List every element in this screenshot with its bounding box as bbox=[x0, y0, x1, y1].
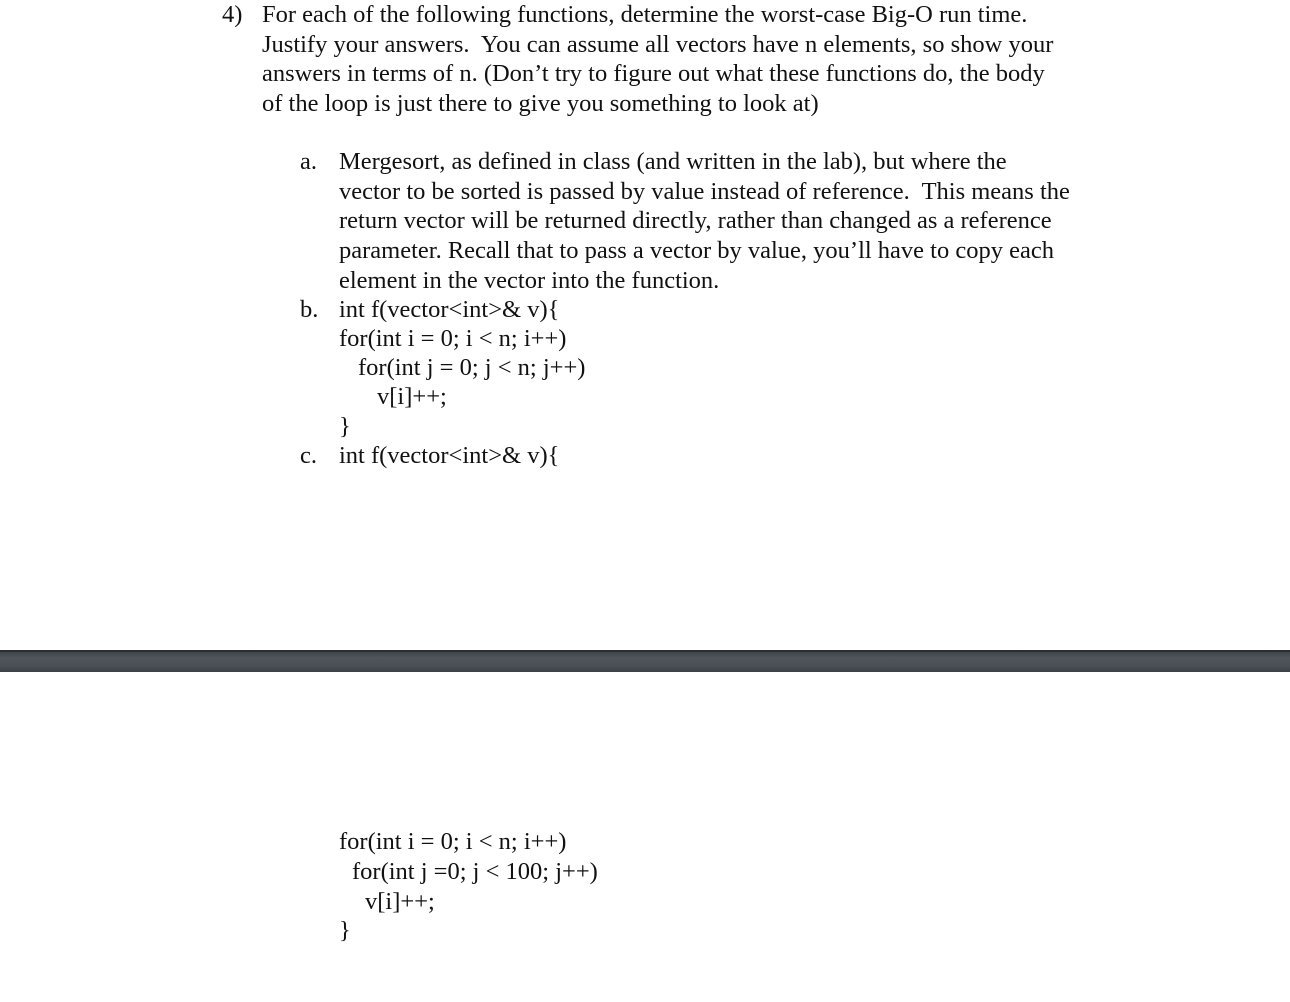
part-c-code-line-3: for(int j =0; j < 100; j++) bbox=[352, 858, 598, 885]
part-a-text-line-5: element in the vector into the function. bbox=[339, 267, 720, 294]
page-divider bbox=[0, 650, 1290, 672]
part-b-code-line-1: int f(vector<int>& v){ bbox=[339, 296, 560, 323]
part-b-label: b. bbox=[300, 296, 319, 323]
question-text-line-1: For each of the following functions, determine the worst-case Big-O run time. bbox=[262, 1, 1028, 28]
part-a-text-line-2: vector to be sorted is passed by value instead of reference. This means the bbox=[339, 178, 1070, 205]
part-c-code-line-4: v[i]++; bbox=[365, 888, 435, 915]
part-c-code-line-5: } bbox=[339, 917, 351, 944]
part-b-code-line-2: for(int i = 0; i < n; i++) bbox=[339, 325, 567, 352]
part-b-code-line-5: } bbox=[339, 413, 351, 440]
part-a-text-line-1: Mergesort, as defined in class (and written in the lab), but where the bbox=[339, 148, 1007, 175]
question-number: 4) bbox=[222, 1, 243, 28]
part-c-code-line-1: int f(vector<int>& v){ bbox=[339, 442, 560, 469]
question-text-line-2: Justify your answers. You can assume all vectors have n elements, so show your bbox=[262, 31, 1054, 58]
part-c-label: c. bbox=[300, 442, 317, 469]
question-text-line-4: of the loop is just there to give you something to look at) bbox=[262, 90, 819, 117]
part-b-code-line-4: v[i]++; bbox=[377, 383, 447, 410]
part-c-code-line-2: for(int i = 0; i < n; i++) bbox=[339, 828, 567, 855]
part-a-label: a. bbox=[300, 148, 317, 175]
part-a-text-line-3: return vector will be returned directly, rather than changed as a reference bbox=[339, 207, 1052, 234]
question-text-line-3: answers in terms of n. (Don’t try to figure out what these functions do, the body bbox=[262, 60, 1045, 87]
part-b-code-line-3: for(int j = 0; j < n; j++) bbox=[358, 354, 586, 381]
part-a-text-line-4: parameter. Recall that to pass a vector by value, you’ll have to copy each bbox=[339, 237, 1054, 264]
